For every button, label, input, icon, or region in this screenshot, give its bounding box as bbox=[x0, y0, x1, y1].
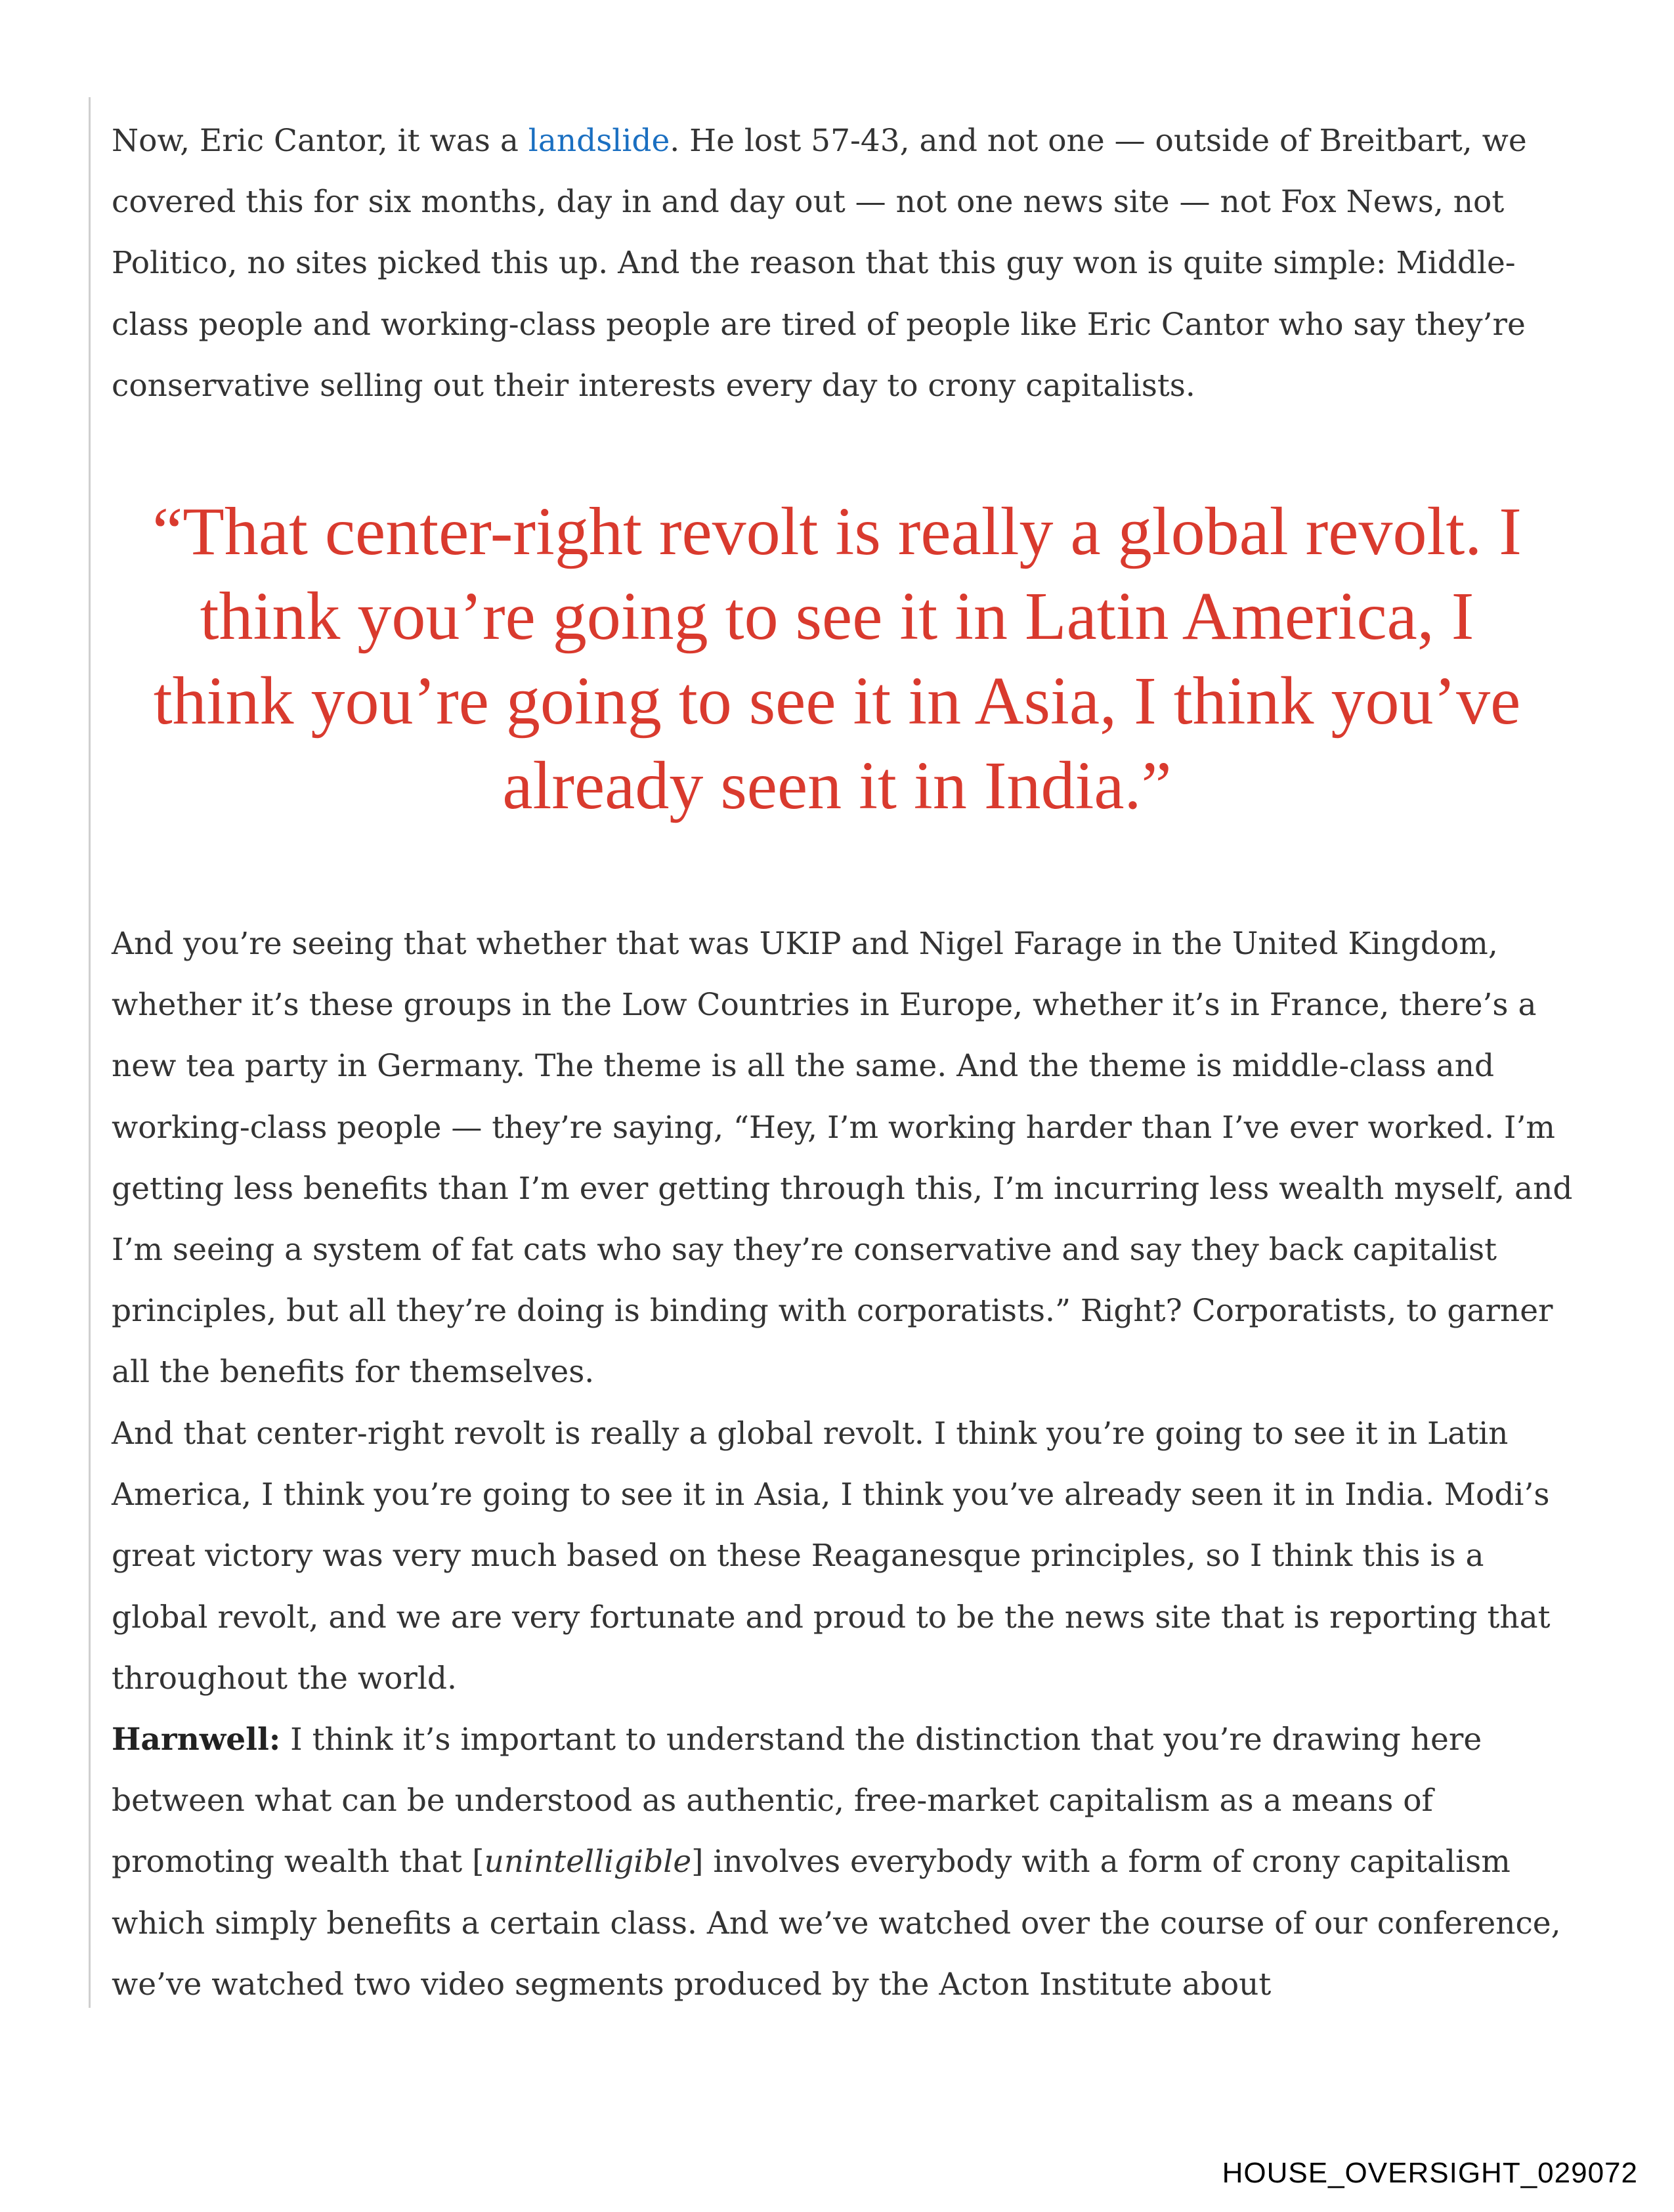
paragraph-intro bbox=[112, 110, 1576, 416]
harnwell-text-end: ] involves everybody with a form of crony capitalism which simply benefits a certain class. And we’ve watched over the course of our conference, we’ve watched two video segments produced by the Acton Institute about bbox=[112, 1844, 1561, 2003]
paragraph-intro-lead: Now, Eric Cantor, it was a bbox=[112, 123, 528, 159]
document-id-footer: HOUSE_OVERSIGHT_029072 bbox=[1222, 2157, 1638, 2189]
paragraph-global-themes: And you’re seeing that whether that was UKIP and Nigel Farage in the United Kingdom, whether it’s these groups in the Low Countries in Europe, whether it’s in France, there’s a new tea party in Germany. The theme is all the same. And the theme is middle-class and working-class people — they’re saying, “Hey, I’m working harder than I’ve ever worked. I’m getting less benefits than I’m ever getting through this, I’m incurring less wealth myself, and I’m seeing a system of fat cats who say they’re conservative and say they back capitalist principles, but all they’re doing is binding with corporatists.” Right? Corporatists, to garner all the benefits for themselves. bbox=[112, 926, 1573, 1391]
speaker-name: Harnwell: bbox=[112, 1722, 281, 1758]
paragraph-global-revolt: And that center-right revolt is really a global revolt. I think you’re going to see it in Latin America, I think you’re going to see it in Asia, I think you’ve already seen it in India. Modi’s great victory was very much based on these Reaganesque principles, so I think this is a global revolt, and we are very fortunate and proud to be the news site that is reporting that throughout the world. bbox=[112, 1416, 1551, 1697]
left-margin-rule bbox=[89, 97, 91, 2008]
harnwell-text-start: I think it’s important to understand the distinction that you’re drawing here between what can be understood as authentic, free-market capitalism as a means of promoting wealth that [ bbox=[112, 1722, 1482, 1880]
unintelligible-note: unintelligible bbox=[484, 1844, 692, 1880]
paragraph-intro-rest: . He lost 57-43, and not one — outside of Breitbart, we covered this for six months, day in and day out — not one news site — not Fox News, not Politico, no sites picked this up. And the reason that this guy won is quite simple: Middle-class people and working-class people are tired of people like Eric Cantor who say they’re conservative selling out their interests every day to crony capitalists. bbox=[112, 123, 1527, 404]
landslide-link[interactable]: landslide bbox=[528, 123, 670, 159]
pull-quote: “That center-right revolt is really a global revolt. I think you’re going to see it in Latin America, I think you’re going to see it in Asia, I think you’ve already seen it in India.” bbox=[152, 494, 1522, 823]
paragraph-harnwell bbox=[112, 1709, 1576, 2015]
